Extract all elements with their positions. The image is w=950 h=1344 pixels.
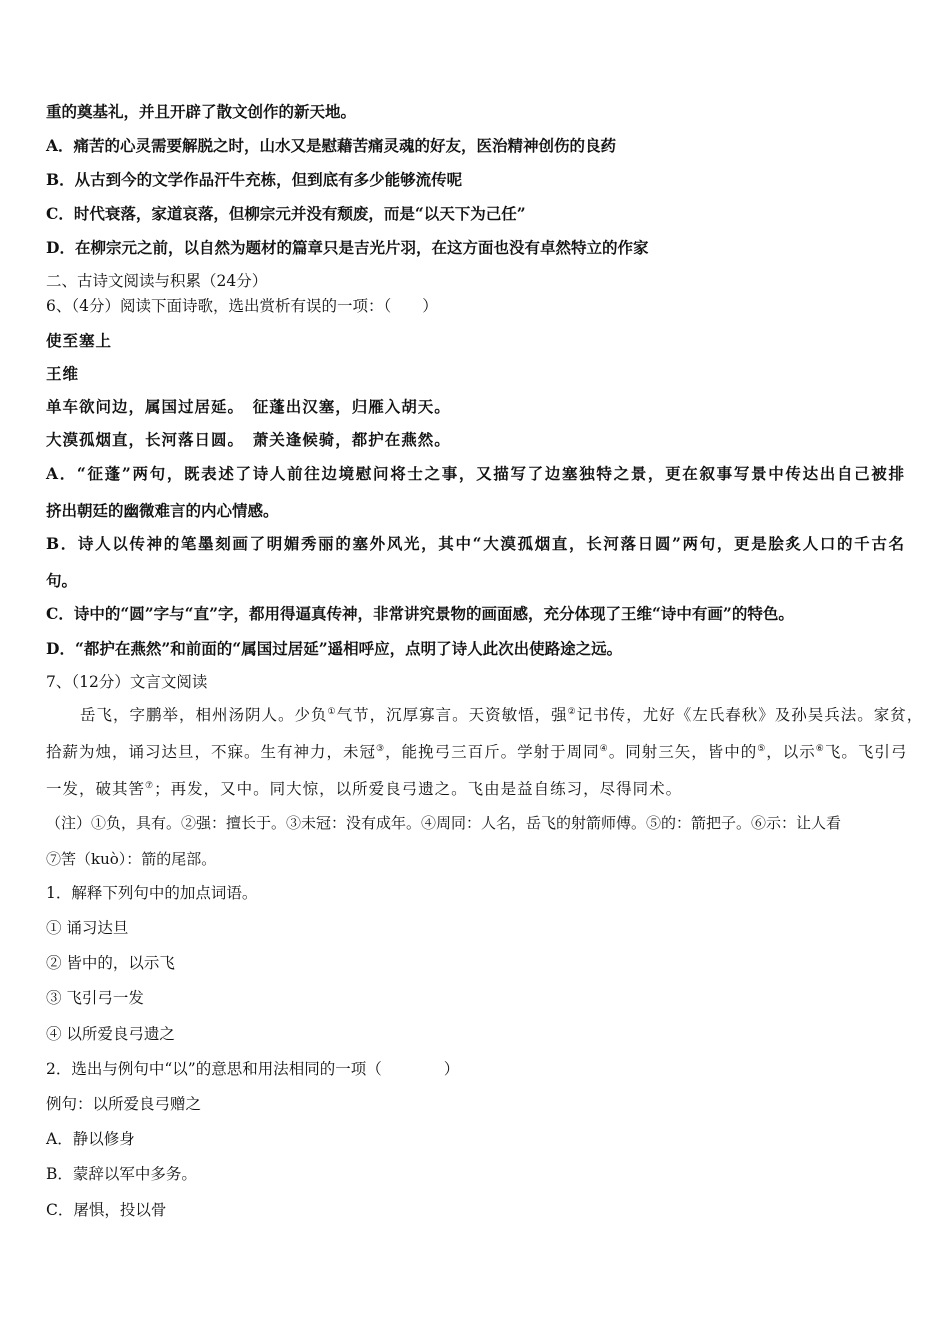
poem-line-1: 单车欲问边，属国过居延。 征蓬出汉塞，归雁入胡天。 [46,397,451,416]
doc-line-1: 重的奠基礼，并且开辟了散文创作的新天地。 [46,102,357,121]
sub-question-1-item-1: ① 诵习达旦 [46,919,129,937]
question-7: 7、（12分）文言文阅读 [46,673,208,691]
option-d-line: D．在柳宗元之前，以自然为题材的篇章只是吉光片羽，在这方面也没有卓然特立的作家 [46,238,649,257]
section-2-heading: 二、古诗文阅读与积累（24分） [46,272,268,290]
poem-author: 王维 [46,364,80,383]
sub-question-2-option-a: A．静以修身 [46,1130,135,1148]
sub-question-1-item-2: ② 皆中的，以示飞 [46,954,175,972]
sub-question-1-item-3: ③ 飞引弓一发 [46,989,144,1007]
passage-line-2: 拾薪为烛，诵习达旦，不寐。生有神力，未冠③，能挽弓三百斤。学射于周同④。同射三矢，皆中的⑤，以示⑥飞。飞引弓 [46,743,908,761]
notes-line-1: （注）①负，具有。②强：擅长于。③未冠：没有成年。④周同：人名，岳飞的射箭师傅。⑤的：箭把子。⑥示：让人看 [46,814,842,832]
passage-line-1: 岳飞，字鹏举，相州汤阴人。少负①气节，沉厚寡言。天资敏悟，强②记书传，尤好《左氏春秋》及孙吴兵法。家贫， [80,706,924,724]
sub-question-2-option-b: B．蒙辞以军中多务。 [46,1165,197,1183]
q6-option-c: C．诗中的“圆”字与“直”字，都用得逼真传神，非常讲究景物的画面感，充分体现了王维“诗中有画”的特色。 [46,604,794,623]
question-6: 6、（4分）阅读下面诗歌，选出赏析有误的一项：（ ） [46,297,438,315]
q6-option-a-2: 挤出朝廷的幽微难言的内心情感。 [46,501,279,520]
passage-line-3: 一发，破其筈⑦；再发，又中。同大惊，以所爱良弓遗之。飞由是益自练习，尽得同术。 [46,780,683,798]
example-sentence: 例句：以所爱良弓赠之 [46,1095,202,1113]
option-c-line: C．时代衰落，家道哀落，但柳宗元并没有颓废，而是“以天下为己任” [46,204,526,223]
notes-line-2: ⑦筈（kuò）：箭的尾部。 [46,850,217,868]
sub-question-1-item-4: ④ 以所爱良弓遗之 [46,1025,175,1043]
q6-option-d: D．“都护在燕然”和前面的“属国过居延”遥相呼应，点明了诗人此次出使路途之远。 [46,639,623,658]
q6-option-a-1: A．“征蓬”两句，既表述了诗人前往边境慰问将士之事，又描写了边塞独特之景，更在叙事写景中传达出自己被排 [46,464,904,483]
poem-title: 使至塞上 [46,331,113,350]
q6-option-b-1: B．诗人以传神的笔墨刻画了明媚秀丽的塞外风光，其中“大漠孤烟直，长河落日圆”两句，更是脍炙人口的千古名 [46,534,904,553]
sub-question-1: 1．解释下列句中的加点词语。 [46,884,258,902]
option-b-line: B．从古到今的文学作品汗牛充栋，但到底有多少能够流传呢 [46,170,463,189]
sub-question-2-option-c: C．屠惧，投以骨 [46,1201,167,1219]
poem-line-2: 大漠孤烟直，长河落日圆。 萧关逢候骑，都护在燕然。 [46,430,451,449]
option-a-line: A．痛苦的心灵需要解脱之时，山水又是慰藉苦痛灵魂的好友，医治精神创伤的良药 [46,136,617,155]
q6-option-b-2: 句。 [46,571,78,590]
sub-question-2: 2．选出与例句中“以”的意思和用法相同的一项（ ） [46,1060,460,1078]
